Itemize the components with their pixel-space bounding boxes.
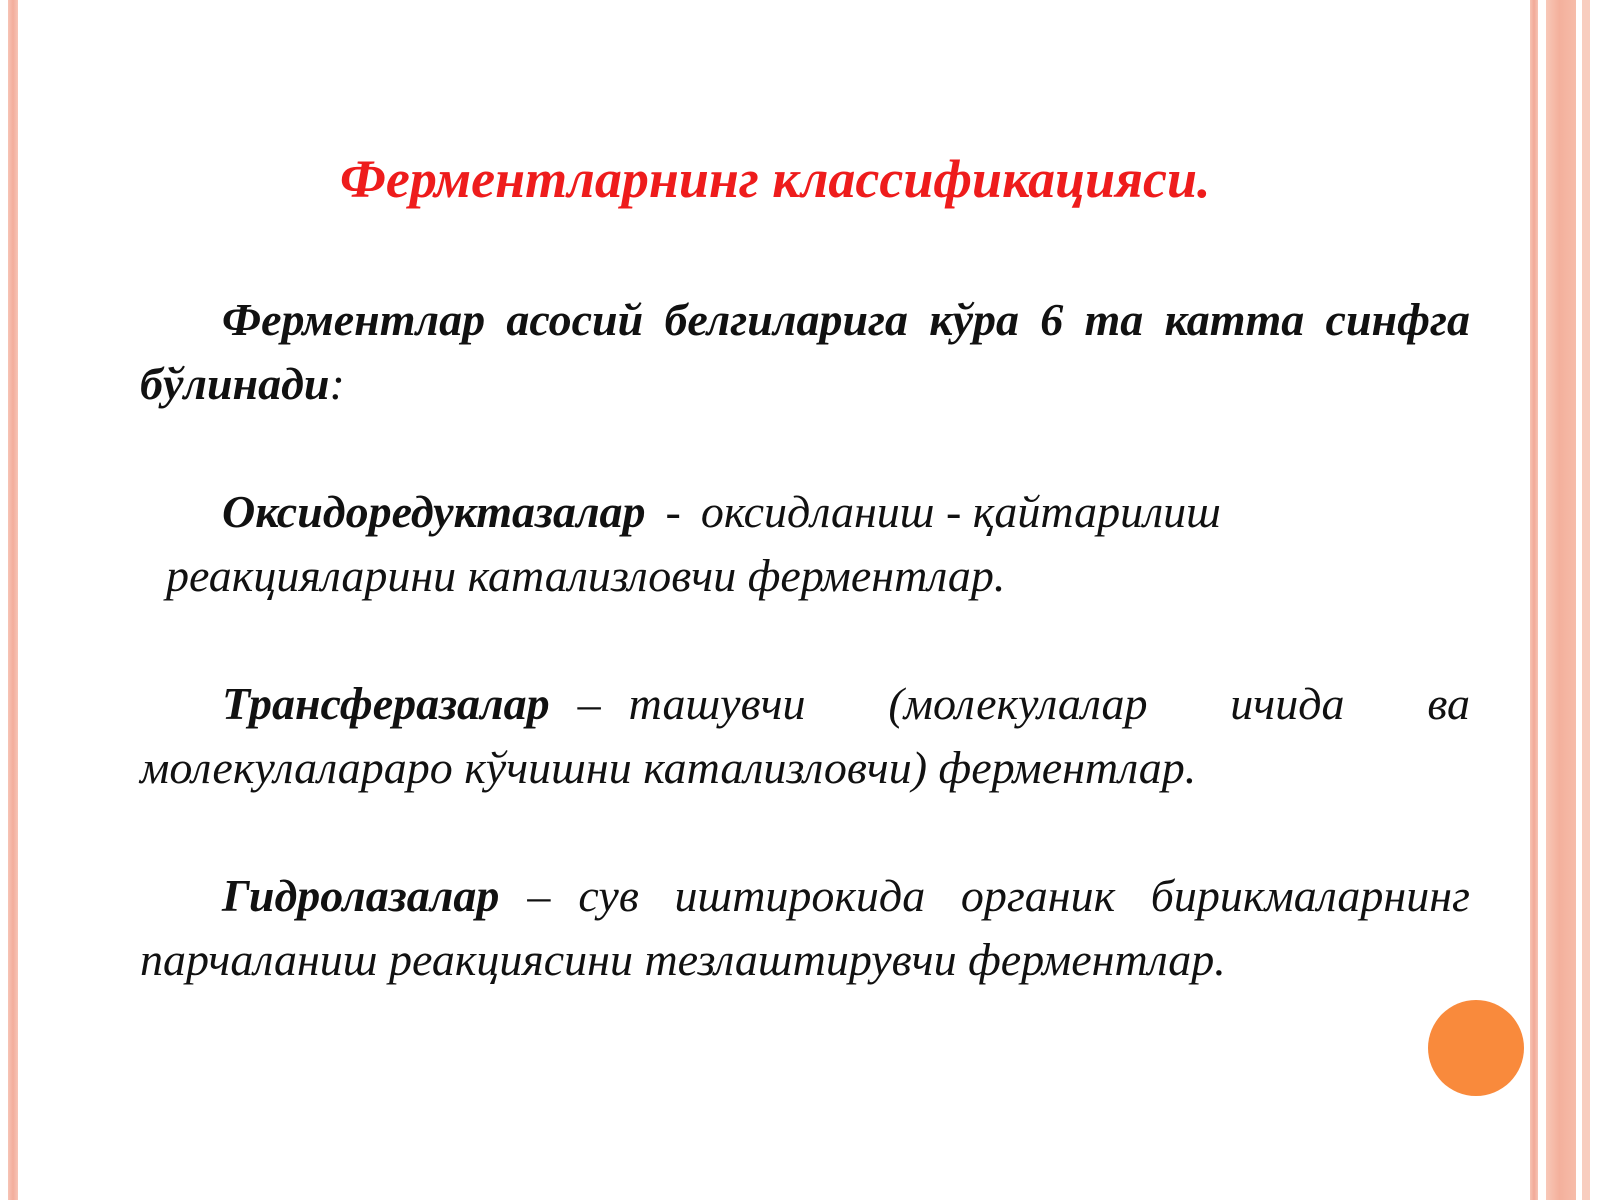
intro-suffix: : — [329, 358, 345, 409]
intro-text: Ферментлар асосий белгиларига кўра 6 та катта синфга бўлинади — [140, 294, 1470, 409]
class-definition-continued: реакцияларини катализловчи ферментлар. — [166, 550, 1006, 601]
orange-circle-decoration — [1428, 1000, 1524, 1096]
class-term: Гидролазалар — [222, 870, 500, 921]
class-term: Оксидоредуктазалар — [222, 486, 646, 537]
class-definition: оксидланиш - қайтарилиш — [700, 486, 1221, 537]
class-oxidoreductases — [140, 480, 1470, 608]
class-definition: ташувчи (молекулалар ичида ва молекулалараро кўчишни катализловчи) ферментлар. — [140, 678, 1470, 793]
slide-title: Ферментларнинг классификацияси. — [340, 149, 1211, 209]
left-border-decoration — [8, 0, 18, 1200]
class-separator: – — [577, 678, 601, 729]
slide-content — [140, 288, 1470, 992]
intro-paragraph — [140, 288, 1470, 416]
right-border-decoration-outer — [1582, 0, 1590, 1200]
class-separator: – — [527, 870, 551, 921]
right-border-decoration-inner — [1530, 0, 1538, 1200]
class-separator: - — [665, 486, 681, 537]
class-transferases — [140, 672, 1470, 800]
right-border-decoration-wide — [1546, 0, 1576, 1200]
class-term: Трансферазалар — [222, 678, 550, 729]
class-definition: сув иштирокида органик бирикмаларнинг парчаланиш реакциясини тезлаштирувчи ферментлар. — [140, 870, 1470, 985]
class-hydrolases — [140, 864, 1470, 992]
